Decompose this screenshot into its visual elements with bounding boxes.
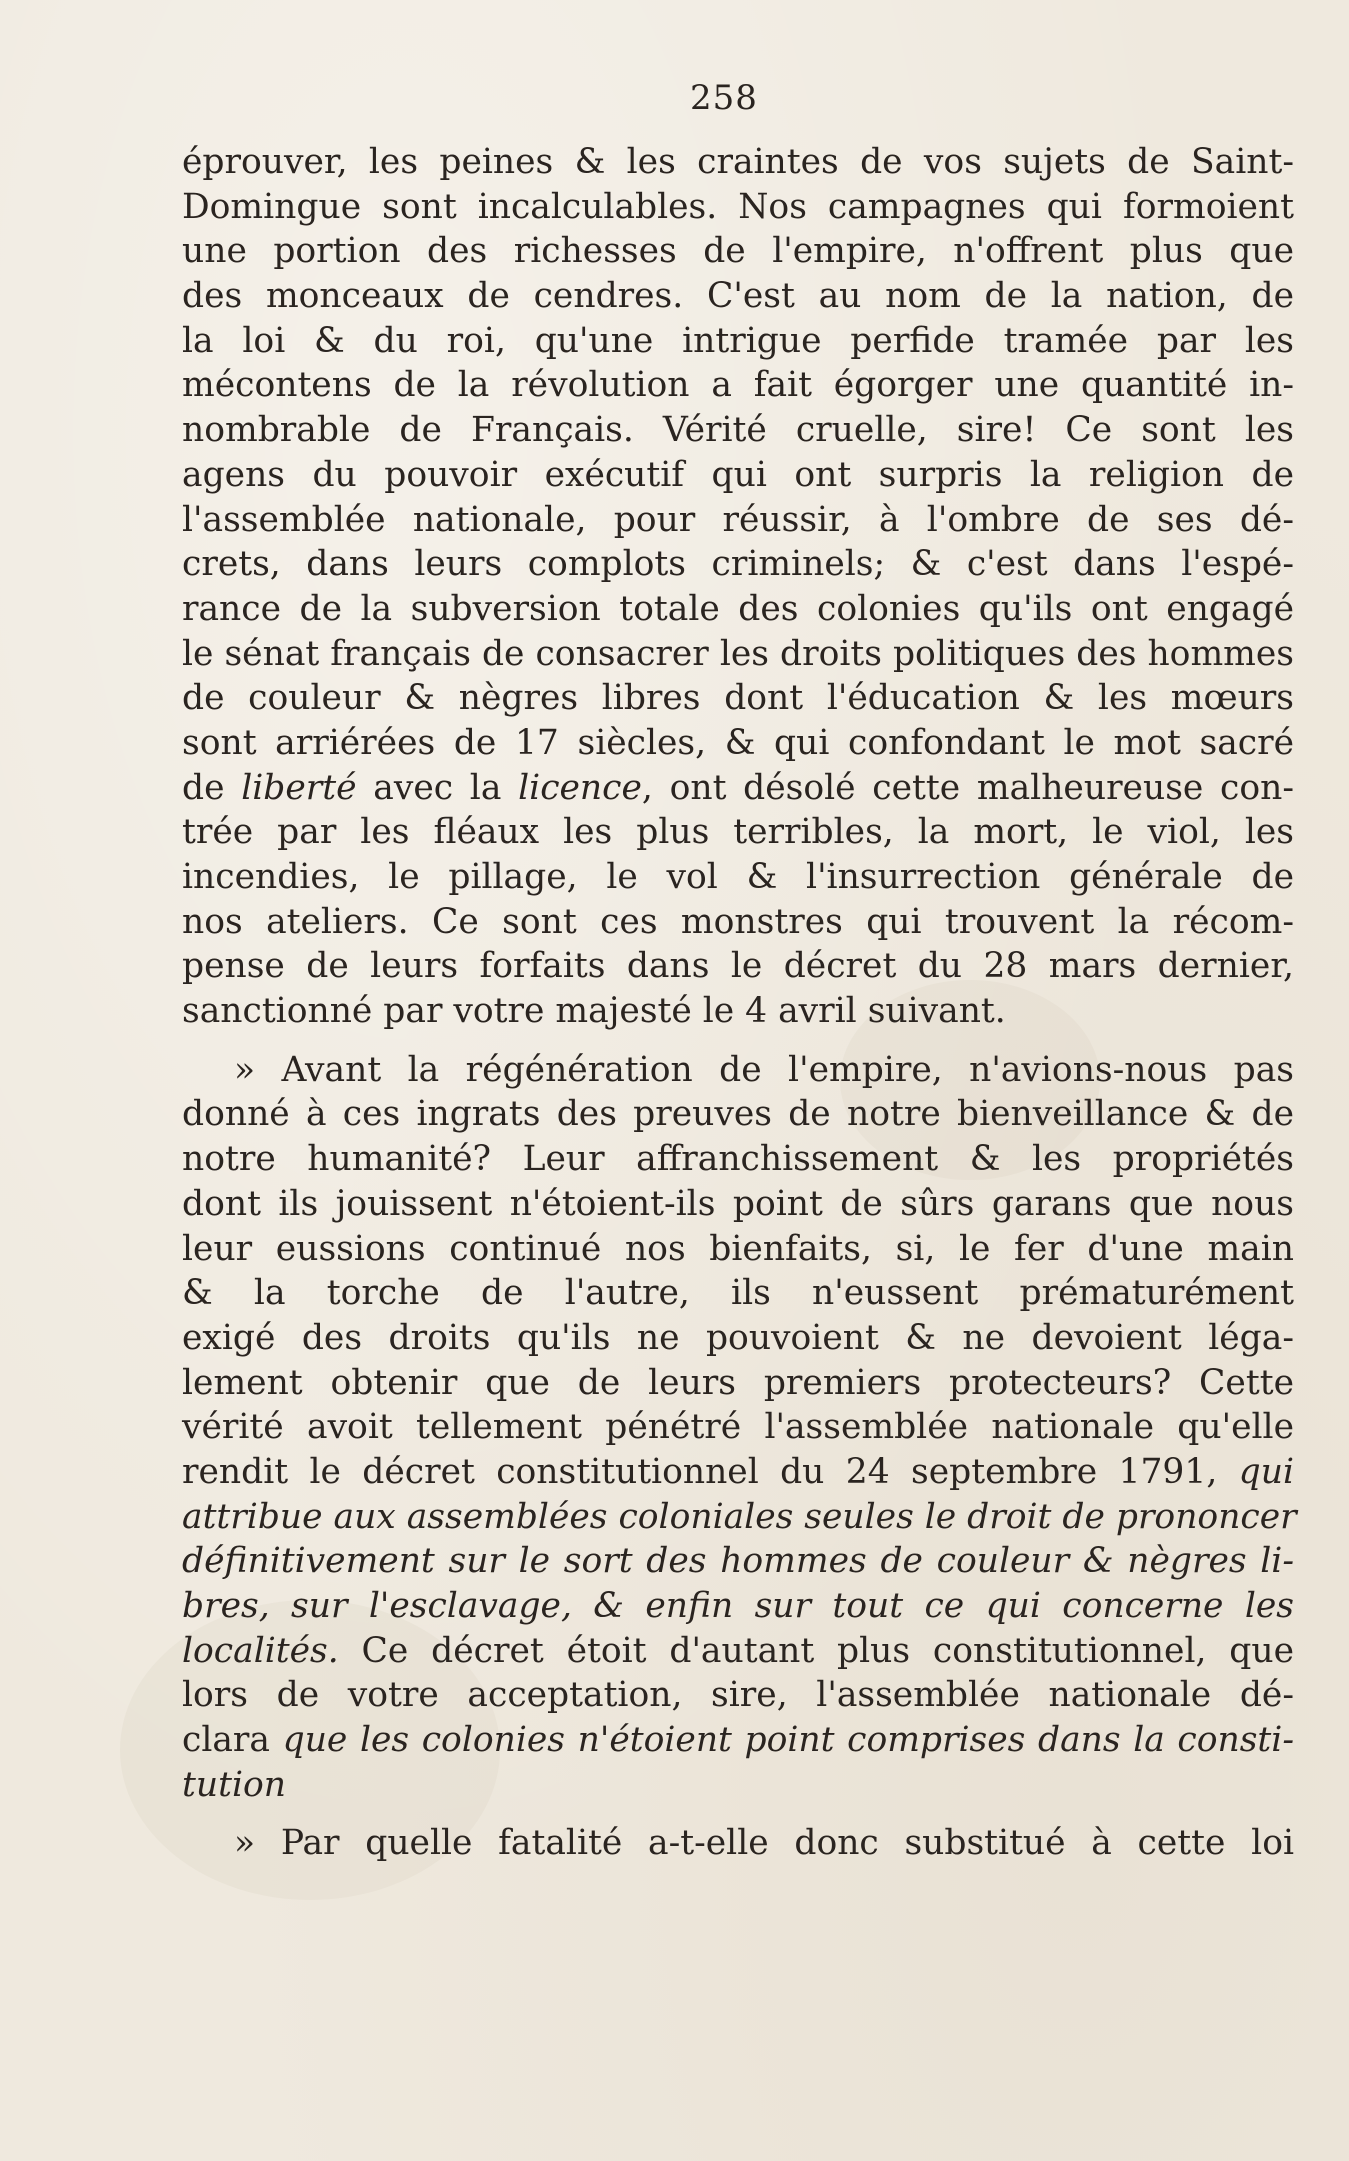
text-run: & la torche de l'autre, ils n'eussent prématurément bbox=[182, 1273, 1294, 1314]
text-line bbox=[182, 319, 1294, 364]
paragraph-gap bbox=[182, 1034, 1294, 1048]
text-line bbox=[182, 274, 1294, 319]
text-run: incendies, le pillage, le vol & l'insurrection générale de bbox=[182, 857, 1294, 897]
text-line bbox=[182, 1048, 1294, 1093]
italic-text: qui bbox=[1238, 1451, 1294, 1492]
text-run: sanctionné par votre majesté le 4 avril suivant. bbox=[182, 991, 1006, 1032]
italic-text: définitivement sur le sort des hommes de couleur & nègres li- bbox=[182, 1541, 1294, 1582]
paragraph bbox=[182, 1048, 1297, 1808]
text-run: rance de la subversion totale des colonies qu'ils ont engagé bbox=[182, 588, 1294, 629]
text-run: trée par les fléaux les plus terribles, la mort, le viol, les bbox=[182, 812, 1294, 853]
text-run: sont arriérées de 17 siècles, & qui confondant le mot sacré bbox=[182, 722, 1294, 763]
italic-text: attribue aux assemblées coloniales seules le droit de prononcer bbox=[182, 1496, 1297, 1537]
text-line bbox=[182, 1271, 1294, 1316]
text-line bbox=[182, 1092, 1294, 1137]
text-line bbox=[182, 1137, 1294, 1182]
text-line bbox=[182, 766, 1294, 811]
text-run: Domingue sont incalculables. Nos campagnes qui formoient bbox=[182, 186, 1294, 227]
text-line bbox=[182, 1316, 1294, 1361]
text-line bbox=[182, 185, 1294, 230]
text-line bbox=[182, 1673, 1294, 1718]
text-line bbox=[182, 1718, 1294, 1763]
text-line bbox=[182, 1227, 1294, 1272]
text-line bbox=[182, 1584, 1294, 1629]
text-line bbox=[182, 900, 1294, 945]
text-line bbox=[182, 453, 1294, 498]
text-run: la loi & du roi, qu'une intrigue perfide tramée par les bbox=[182, 320, 1294, 361]
text-run: des monceaux de cendres. C'est au nom de la nation, de bbox=[182, 276, 1294, 317]
text-run: dont ils jouissent n'étoient-ils point de sûrs garans que nous bbox=[182, 1183, 1294, 1224]
text-line bbox=[182, 1821, 1294, 1866]
page-number: 258 bbox=[690, 78, 758, 118]
text-line bbox=[182, 498, 1294, 543]
text-run: exigé des droits qu'ils ne pouvoient & ne devoient léga- bbox=[182, 1317, 1294, 1358]
text-run: mécontens de la révolution a fait égorger une quantité in- bbox=[182, 365, 1294, 406]
text-line bbox=[182, 1182, 1294, 1227]
text-run: donné à ces ingrats des preuves de notre bienveillance & de bbox=[182, 1094, 1294, 1135]
text-line bbox=[182, 542, 1294, 587]
text-run: de bbox=[182, 767, 242, 808]
text-line bbox=[182, 1361, 1294, 1406]
text-run: avec la bbox=[356, 767, 519, 808]
text-line bbox=[182, 140, 1294, 185]
text-run: notre humanité? Leur affranchissement & les propriétés bbox=[182, 1139, 1294, 1180]
body-text bbox=[182, 140, 1297, 1866]
text-run: lors de votre acceptation, sire, l'assemblée nationale dé- bbox=[182, 1675, 1294, 1716]
italic-text: tution bbox=[182, 1764, 286, 1805]
text-line bbox=[182, 1405, 1294, 1450]
text-run: clara bbox=[182, 1720, 283, 1761]
text-line bbox=[182, 676, 1294, 721]
text-line bbox=[182, 810, 1294, 855]
text-run: vérité avoit tellement pénétré l'assemblée nationale qu'elle bbox=[182, 1407, 1294, 1448]
italic-text: liberté bbox=[241, 767, 357, 808]
text-run: le sénat français de consacrer les droits politiques des hommes bbox=[182, 633, 1294, 674]
text-run: rendit le décret constitutionnel du 24 septembre 1791, bbox=[182, 1451, 1239, 1492]
text-run: de couleur & nègres libres dont l'éducation & les mœurs bbox=[182, 678, 1294, 719]
text-run: Ce décret étoit d'autant plus constitutionnel, que bbox=[338, 1630, 1294, 1671]
text-line bbox=[182, 1763, 1294, 1808]
text-line bbox=[182, 408, 1294, 453]
text-line bbox=[182, 855, 1294, 900]
text-line bbox=[182, 1629, 1294, 1674]
text-run: l'assemblée nationale, pour réussir, à l'ombre de ses dé- bbox=[182, 499, 1294, 540]
text-run: agens du pouvoir exécutif qui ont surpris la religion de bbox=[182, 454, 1294, 495]
text-line bbox=[182, 989, 1294, 1034]
text-line bbox=[182, 363, 1294, 408]
italic-text: localités. bbox=[182, 1630, 339, 1671]
text-line bbox=[182, 944, 1294, 989]
text-run: leur eussions continué nos bienfaits, si, le fer d'une main bbox=[182, 1228, 1294, 1269]
text-run: éprouver, les peines & les craintes de vos sujets de Saint- bbox=[182, 142, 1294, 182]
text-line bbox=[182, 721, 1294, 766]
text-line bbox=[182, 1495, 1297, 1540]
italic-text: bres, sur l'esclavage, & enfin sur tout ce qui concerne les bbox=[182, 1586, 1294, 1626]
italic-text: que les colonies n'étoient point comprises dans la consti- bbox=[282, 1720, 1294, 1761]
italic-text: licence bbox=[518, 767, 642, 808]
text-line bbox=[182, 587, 1294, 632]
paragraph bbox=[182, 140, 1294, 1034]
text-line bbox=[182, 632, 1294, 677]
text-run: crets, dans leurs complots criminels; & c'est dans l'espé- bbox=[182, 544, 1294, 585]
text-run: pense de leurs forfaits dans le décret du 28 mars dernier, bbox=[182, 946, 1294, 987]
text-run: , ont désolé cette malheureuse con- bbox=[641, 767, 1294, 808]
paragraph bbox=[182, 1821, 1294, 1866]
text-line bbox=[182, 1450, 1294, 1495]
text-run: » Avant la régénération de l'empire, n'avions-nous pas bbox=[234, 1049, 1294, 1090]
paragraph-gap bbox=[182, 1807, 1294, 1821]
text-run: lement obtenir que de leurs premiers protecteurs? Cette bbox=[182, 1362, 1294, 1403]
text-line bbox=[182, 229, 1294, 274]
text-run: nombrable de Français. Vérité cruelle, sire! Ce sont les bbox=[182, 410, 1294, 451]
text-line bbox=[182, 1539, 1294, 1584]
text-run: » Par quelle fatalité a-t-elle donc substitué à cette loi bbox=[234, 1823, 1294, 1864]
text-run: une portion des richesses de l'empire, n'offrent plus que bbox=[182, 231, 1294, 272]
text-run: nos ateliers. Ce sont ces monstres qui trouvent la récom- bbox=[182, 901, 1294, 942]
